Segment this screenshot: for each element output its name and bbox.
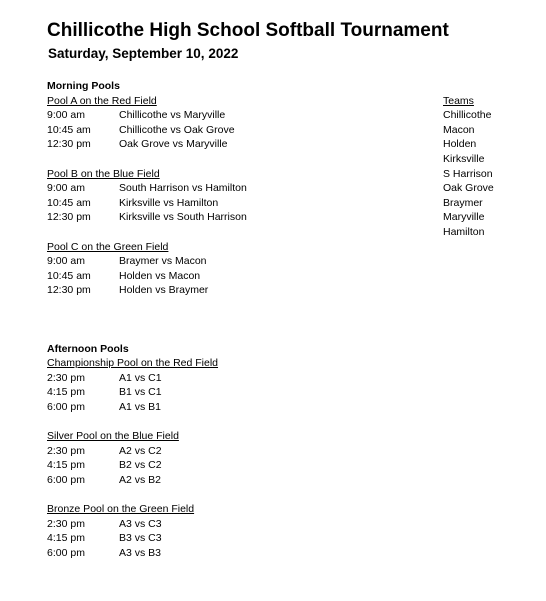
team-name: Braymer bbox=[443, 196, 483, 209]
document-date: Saturday, September 10, 2022 bbox=[48, 46, 239, 61]
team-name: Maryville bbox=[443, 211, 485, 224]
game-time: 10:45 am bbox=[47, 196, 91, 209]
spacer bbox=[47, 488, 407, 503]
document-title: Chillicothe High School Softball Tournament bbox=[47, 20, 449, 41]
game-row bbox=[47, 108, 407, 123]
game-matchup: A2 vs C2 bbox=[119, 444, 162, 457]
team-name: Chillicothe bbox=[443, 109, 492, 122]
game-matchup: Kirksville vs Hamilton bbox=[119, 196, 219, 209]
game-row bbox=[47, 400, 407, 415]
spacer bbox=[47, 225, 407, 240]
game-row bbox=[47, 371, 407, 386]
game-matchup: A2 vs B2 bbox=[119, 474, 162, 487]
game-matchup: Chillicothe vs Maryville bbox=[119, 109, 226, 122]
game-row bbox=[47, 269, 407, 284]
game-time: 10:45 am bbox=[47, 269, 91, 282]
game-row bbox=[47, 385, 407, 400]
afternoon-pools-heading: Afternoon Pools bbox=[47, 342, 129, 355]
game-matchup: South Harrison vs Hamilton bbox=[119, 182, 247, 195]
game-time: 2:30 pm bbox=[47, 517, 85, 530]
game-matchup: Holden vs Braymer bbox=[119, 284, 209, 297]
game-matchup: Chillicothe vs Oak Grove bbox=[119, 123, 235, 136]
game-row bbox=[47, 444, 407, 459]
game-row bbox=[47, 181, 407, 196]
game-time: 4:15 pm bbox=[47, 532, 85, 545]
game-time: 10:45 am bbox=[47, 123, 91, 136]
schedule bbox=[47, 79, 407, 561]
spacer bbox=[47, 152, 407, 167]
game-matchup: A3 vs C3 bbox=[119, 517, 162, 530]
teams-list bbox=[443, 94, 538, 240]
pool-c-title: Pool C on the Green Field bbox=[47, 240, 169, 253]
game-row bbox=[47, 254, 407, 269]
bronze-pool-title: Bronze Pool on the Green Field bbox=[47, 503, 195, 516]
game-time: 6:00 pm bbox=[47, 547, 85, 560]
silver-pool-title: Silver Pool on the Blue Field bbox=[47, 430, 179, 443]
game-time: 6:00 pm bbox=[47, 474, 85, 487]
game-matchup: Kirksville vs South Harrison bbox=[119, 211, 247, 224]
pool-b-title: Pool B on the Blue Field bbox=[47, 167, 160, 180]
game-row bbox=[47, 196, 407, 211]
team-name: Oak Grove bbox=[443, 182, 494, 195]
morning-pools-heading: Morning Pools bbox=[47, 80, 120, 92]
game-matchup: Braymer vs Macon bbox=[119, 255, 207, 268]
game-time: 6:00 pm bbox=[47, 401, 85, 414]
game-time: 12:30 pm bbox=[47, 284, 91, 297]
game-row bbox=[47, 531, 407, 546]
game-time: 4:15 pm bbox=[47, 386, 85, 399]
game-time: 2:30 pm bbox=[47, 444, 85, 457]
game-row bbox=[47, 137, 407, 152]
game-row bbox=[47, 473, 407, 488]
game-matchup: A1 vs B1 bbox=[119, 401, 162, 414]
team-name: Kirksville bbox=[443, 152, 485, 165]
teams-header: Teams bbox=[443, 94, 474, 107]
game-time: 9:00 am bbox=[47, 255, 85, 268]
game-time: 9:00 am bbox=[47, 109, 85, 122]
game-row bbox=[47, 546, 407, 561]
game-matchup: Oak Grove vs Maryville bbox=[119, 138, 228, 151]
team-name: Holden bbox=[443, 138, 477, 151]
game-row bbox=[47, 283, 407, 298]
game-row bbox=[47, 210, 407, 225]
game-matchup: A1 vs C1 bbox=[119, 371, 162, 384]
game-row bbox=[47, 458, 407, 473]
pool-a-title: Pool A on the Red Field bbox=[47, 94, 157, 107]
game-time: 2:30 pm bbox=[47, 371, 85, 384]
game-time: 12:30 pm bbox=[47, 138, 91, 151]
championship-pool-title: Championship Pool on the Red Field bbox=[47, 357, 219, 370]
game-row bbox=[47, 123, 407, 138]
team-name: S Harrison bbox=[443, 167, 493, 180]
game-row bbox=[47, 517, 407, 532]
spacer bbox=[47, 415, 407, 430]
game-matchup: A3 vs B3 bbox=[119, 547, 162, 560]
game-matchup: B3 vs C3 bbox=[119, 532, 162, 545]
game-time: 4:15 pm bbox=[47, 459, 85, 472]
spacer bbox=[47, 298, 407, 342]
game-matchup: Holden vs Macon bbox=[119, 269, 201, 282]
game-matchup: B2 vs C2 bbox=[119, 459, 162, 472]
team-name: Macon bbox=[443, 123, 475, 136]
game-matchup: B1 vs C1 bbox=[119, 386, 162, 399]
team-name: Hamilton bbox=[443, 225, 485, 238]
game-time: 12:30 pm bbox=[47, 211, 91, 224]
game-time: 9:00 am bbox=[47, 182, 85, 195]
